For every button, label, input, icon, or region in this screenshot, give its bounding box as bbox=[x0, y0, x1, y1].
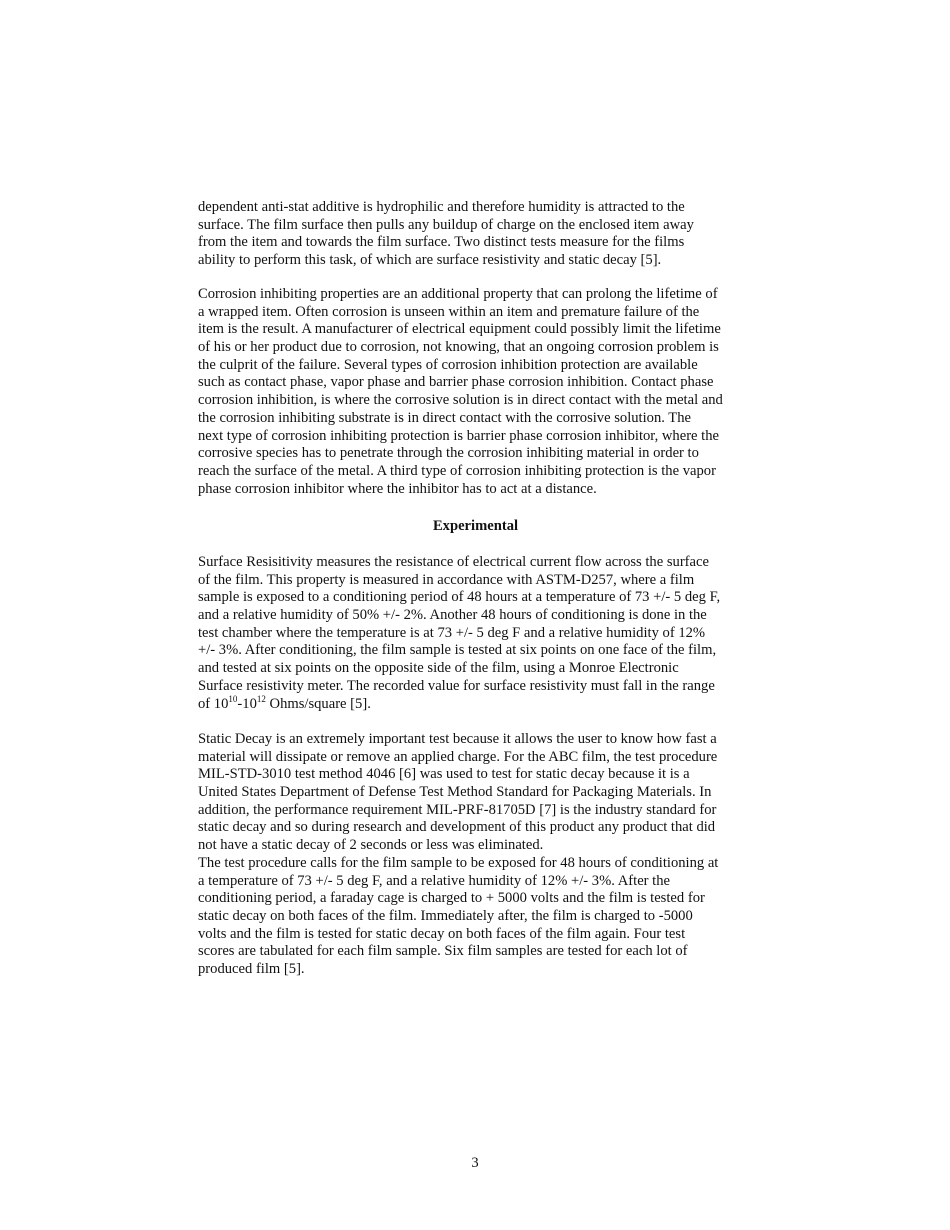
text-line: volts and the film is tested for static decay on both faces of the film again. Four test bbox=[198, 925, 686, 942]
text-line: sample is exposed to a conditioning period of 48 hours at a temperature of 73 +/- 5 deg F, bbox=[198, 589, 721, 606]
text: -10 bbox=[237, 695, 257, 712]
text-line: reach the surface of the metal. A third type of corrosion inhibiting protection is the vapor bbox=[198, 462, 716, 479]
paragraph-corrosion bbox=[198, 286, 768, 498]
text-line: United States Department of Defense Test Method Standard for Packaging Materials. In bbox=[198, 784, 712, 801]
text-line: +/- 3%. After conditioning, the film sample is tested at six points on one face of the film, bbox=[198, 642, 717, 659]
text-line: dependent anti-stat additive is hydrophilic and therefore humidity is attracted to the bbox=[198, 199, 685, 215]
text-line: not have a static decay of 2 seconds or less was eliminated. bbox=[198, 837, 544, 854]
text-line: The test procedure calls for the film sample to be exposed for 48 hours of conditioning at bbox=[198, 854, 719, 871]
text-line: from the item and towards the film surface. Two distinct tests measure for the films bbox=[198, 234, 685, 251]
text-line: produced film [5]. bbox=[198, 960, 305, 977]
text-line: and tested at six points on the opposite side of the film, using a Monroe Electronic bbox=[198, 660, 679, 677]
text-line: static decay and so during research and development of this product any product that did bbox=[198, 819, 716, 836]
text-line: Static Decay is an extremely important test because it allows the user to know how fast a bbox=[198, 731, 717, 747]
text-line: MIL-STD-3010 test method 4046 [6] was used to test for static decay because it is a bbox=[198, 766, 690, 783]
text-line: Corrosion inhibiting properties are an additional property that can prolong the lifetime of bbox=[198, 286, 718, 302]
page-number: 3 bbox=[471, 1155, 479, 1171]
text-line: of the film. This property is measured in accordance with ASTM-D257, where a film bbox=[198, 571, 695, 588]
exponent: 12 bbox=[256, 693, 266, 704]
text-line: conditioning period, a faraday cage is charged to + 5000 volts and the film is tested for bbox=[198, 890, 705, 907]
paragraph-surface-resistivity bbox=[198, 554, 768, 713]
text-line: corrosion inhibition, is where the corrosive solution is in direct contact with the metal and bbox=[198, 392, 723, 409]
text-line: Surface resistivity meter. The recorded value for surface resistivity must fall in the range bbox=[198, 677, 715, 694]
paragraph-antistat bbox=[198, 199, 768, 270]
text-line: next type of corrosion inhibiting protection is barrier phase corrosion inhibitor, where the bbox=[198, 427, 720, 444]
text-line: scores are tabulated for each film sample. Six film samples are tested for each lot of bbox=[198, 943, 688, 960]
text-line: and a relative humidity of 50% +/- 2%. Another 48 hours of conditioning is done in the bbox=[198, 607, 707, 624]
text-line: phase corrosion inhibitor where the inhibitor has to act at a distance. bbox=[198, 480, 597, 497]
exponent: 10 bbox=[228, 693, 238, 704]
text-line: surface. The film surface then pulls any buildup of charge on the enclosed item away bbox=[198, 216, 694, 233]
text-line: static decay on both faces of the film. Immediately after, the film is charged to -5000 bbox=[198, 907, 693, 924]
text-line: material will dissipate or remove an applied charge. For the ABC film, the test procedure bbox=[198, 748, 718, 765]
text: Ohms/square [5]. bbox=[265, 695, 371, 712]
text-line: item is the result. A manufacturer of electrical equipment could possibly limit the lifetime bbox=[198, 321, 721, 338]
text-line: addition, the performance requirement MIL-PRF-81705D [7] is the industry standard for bbox=[198, 801, 717, 818]
text-line: a wrapped item. Often corrosion is unseen within an item and premature failure of the bbox=[198, 303, 700, 320]
text-line: the corrosion inhibiting substrate is in direct contact with the corrosive solution. The bbox=[198, 409, 691, 426]
text-line: ability to perform this task, of which are surface resistivity and static decay [5]. bbox=[198, 252, 662, 269]
text-line-range bbox=[198, 693, 768, 714]
text-line: Surface Resisitivity measures the resistance of electrical current flow across the surface bbox=[198, 554, 709, 570]
text-line: corrosive species has to penetrate through the corrosion inhibiting material in order to bbox=[198, 445, 699, 462]
text-line: a temperature of 73 +/- 5 deg F, and a relative humidity of 12% +/- 3%. After the bbox=[198, 872, 671, 889]
text-line: of his or her product due to corrosion, not knowing, that an ongoing corrosion problem is bbox=[198, 339, 719, 356]
text-line: the culprit of the failure. Several types of corrosion inhibition protection are available bbox=[198, 356, 698, 373]
text-line: test chamber where the temperature is at 73 +/- 5 deg F and a relative humidity of 12% bbox=[198, 624, 706, 641]
section-heading: Experimental bbox=[432, 518, 519, 534]
paragraph-static-decay bbox=[198, 731, 768, 979]
text: of 10 bbox=[198, 695, 229, 712]
text-line: such as contact phase, vapor phase and barrier phase corrosion inhibition. Contact phase bbox=[198, 374, 714, 391]
